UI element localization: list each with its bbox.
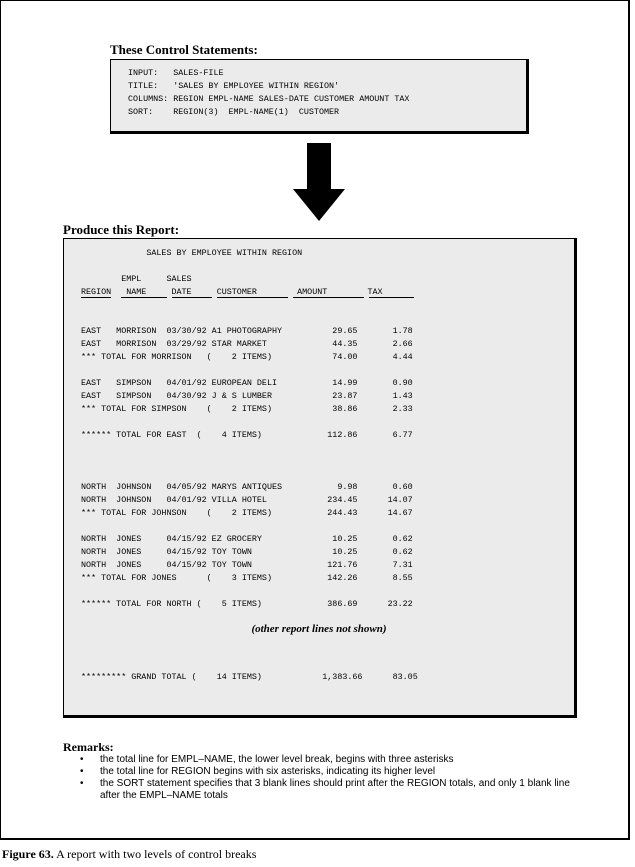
report-line: NORTH JONES 04/15/92 TOY TOWN 121.76 7.31 [81,560,413,570]
remark-item [80,778,580,802]
report-line: EMPL SALES [81,274,192,284]
report-line: *** TOTAL FOR JONES ( 3 ITEMS) 142.26 8.55 [81,573,413,583]
report-line: EAST SIMPSON 04/01/92 EUROPEAN DELI 14.99 0.90 [81,378,413,388]
control-statements-heading: These Control Statements: [110,42,258,57]
report-line: NORTH JONES 04/15/92 TOY TOWN 10.25 0.62 [81,547,413,557]
remark-item [80,766,580,778]
column-header-underline [293,297,364,298]
report-line: *** TOTAL FOR MORRISON ( 2 ITEMS) 74.00 4.44 [81,352,413,362]
report-heading: Produce this Report: [63,222,180,237]
bullet-icon: • [80,778,84,789]
bullet-icon: • [80,754,84,765]
column-header-underline [121,297,166,298]
remarks-title: Remarks: [63,740,114,754]
column-header-underline [81,297,111,298]
report-box [63,238,577,718]
bullet-icon: • [80,766,84,777]
report-line: EAST MORRISON 03/29/92 STAR MARKET 44.35 2.66 [81,339,413,349]
remark-item [80,754,580,766]
report-line: *** TOTAL FOR JOHNSON ( 2 ITEMS) 244.43 14.67 [81,508,413,518]
column-header-underline [172,297,212,298]
remark-text: the total line for REGION begins with six asterisks, indicating its higher level [100,766,436,777]
control-line-sort: SORT: REGION(3) EMPL-NAME(1) CUSTOMER [128,107,340,117]
report-line: SALES BY EMPLOYEE WITHIN REGION [81,248,303,258]
report-line: NORTH JONES 04/15/92 EZ GROCERY 10.25 0.62 [81,534,413,544]
report-line: NORTH JOHNSON 04/05/92 MARYS ANTIQUES 9.98 0.60 [81,482,413,492]
control-line-columns: COLUMNS: REGION EMPL-NAME SALES-DATE CUSTOMER AMOUNT TAX [128,94,410,104]
grand-total-line: ********* GRAND TOTAL ( 14 ITEMS) 1,383.66 83.05 [81,672,418,682]
report-line: ****** TOTAL FOR NORTH ( 5 ITEMS) 386.69 23.22 [81,599,413,609]
report-line: NORTH JOHNSON 04/01/92 VILLA HOTEL 234.45 14.07 [81,495,413,505]
down-arrow-icon [293,143,345,221]
control-statements-box [110,59,529,134]
report-line: EAST MORRISON 03/30/92 A1 PHOTOGRAPHY 29.65 1.78 [81,326,413,336]
control-line-title: TITLE: 'SALES BY EMPLOYEE WITHIN REGION' [128,81,340,91]
report-line: EAST SIMPSON 04/30/92 J & S LUMBER 23.87 1.43 [81,391,413,401]
remark-text: the SORT statement specifies that 3 blank lines should print after the REGION totals, and only 1 blank line after the EMPL–NAME totals [100,778,570,801]
report-line: ****** TOTAL FOR EAST ( 4 ITEMS) 112.86 6.77 [81,430,413,440]
column-header-underline [369,297,414,298]
remark-text: the total line for EMPL–NAME, the lower level break, begins with three asterisks [100,754,454,765]
figure-label: Figure 63. [2,847,54,861]
figure-caption [2,847,256,862]
report-line: REGION NAME DATE CUSTOMER AMOUNT TAX [81,287,383,297]
figure-caption-text: A report with two levels of control breaks [56,847,257,861]
column-header-underline [217,297,288,298]
remarks-list [80,754,580,802]
report-note: (other report lines not shown) [251,623,387,635]
report-line: *** TOTAL FOR SIMPSON ( 2 ITEMS) 38.86 2.33 [81,404,413,414]
control-line-input: INPUT: SALES-FILE [128,68,224,78]
